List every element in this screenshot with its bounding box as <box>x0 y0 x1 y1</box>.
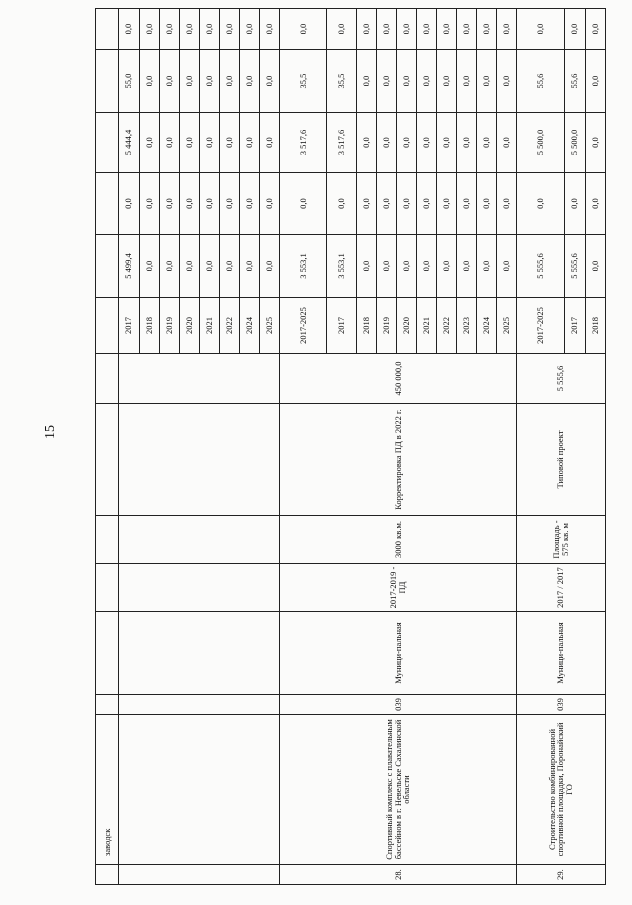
value-cell: 0,0 <box>437 9 457 50</box>
value-cell: 0,0 <box>199 235 219 298</box>
rotated-table-wrapper <box>95 9 600 885</box>
value-cell: 0,0 <box>199 173 219 235</box>
value-cell: 0,0 <box>179 113 199 173</box>
empty-cell <box>119 865 280 885</box>
value-cell: 0,0 <box>477 113 497 173</box>
value-cell: 3 553,1 <box>327 235 357 298</box>
value-cell: 0,0 <box>497 235 517 298</box>
year-cell: 2018 <box>139 298 159 354</box>
year-cell: 2021 <box>199 298 219 354</box>
value-cell: 0,0 <box>357 235 377 298</box>
value-cell: 0,0 <box>457 235 477 298</box>
year-cell: 2024 <box>477 298 497 354</box>
value-cell: 0,0 <box>159 9 179 50</box>
value-cell: 0,0 <box>239 113 259 173</box>
notes: Типовой проект <box>517 404 605 516</box>
value-cell: 5 500,0 <box>517 113 565 173</box>
empty-cell <box>119 612 280 695</box>
value-cell: 0,0 <box>377 9 397 50</box>
value-cell: 0,0 <box>457 9 477 50</box>
value-cell: 0,0 <box>219 113 239 173</box>
value-cell: 0,0 <box>259 235 279 298</box>
value-cell: 0,0 <box>139 9 159 50</box>
value-cell: 0,0 <box>179 173 199 235</box>
value-cell: 0,0 <box>437 50 457 113</box>
year-cell: 2017-2025 <box>517 298 565 354</box>
estimated-cost: 5 555,6 <box>517 354 605 404</box>
year-cell: 2025 <box>497 298 517 354</box>
value-cell: 0,0 <box>477 50 497 113</box>
value-cell: 0,0 <box>585 50 605 113</box>
value-cell: 0,0 <box>497 173 517 235</box>
value-cell: 0,0 <box>397 173 417 235</box>
top-header-row <box>96 9 119 885</box>
year-cell: 2017 <box>119 298 140 354</box>
value-cell: 0,0 <box>564 9 585 50</box>
value-cell: 0,0 <box>457 113 477 173</box>
value-cell: 0,0 <box>357 9 377 50</box>
value-cell: 35,5 <box>327 50 357 113</box>
value-cell: 0,0 <box>199 9 219 50</box>
name-fragment: заводск <box>96 715 119 865</box>
value-cell: 0,0 <box>219 235 239 298</box>
year-cell: 2022 <box>219 298 239 354</box>
value-cell: 5 555,6 <box>564 235 585 298</box>
value-cell: 0,0 <box>239 235 259 298</box>
object-name: Строительство комбинированной спортивной площадки, Поронайский ГО <box>517 715 605 865</box>
value-cell: 0,0 <box>239 9 259 50</box>
value-cell: 0,0 <box>437 173 457 235</box>
page-number: 15 <box>43 425 58 439</box>
value-cell: 0,0 <box>397 50 417 113</box>
value-cell: 0,0 <box>159 235 179 298</box>
value-cell: 0,0 <box>377 235 397 298</box>
empty-cell <box>119 715 280 865</box>
value-cell: 0,0 <box>279 9 327 50</box>
value-cell: 5 444,4 <box>119 113 140 173</box>
ownership: Муници-пальная <box>517 612 605 695</box>
value-cell: 35,5 <box>279 50 327 113</box>
table-row <box>279 9 327 885</box>
value-cell: 0,0 <box>259 173 279 235</box>
value-cell: 0,0 <box>417 173 437 235</box>
value-cell: 0,0 <box>259 113 279 173</box>
value-cell: 0,0 <box>199 50 219 113</box>
year-cell: 2020 <box>179 298 199 354</box>
value-cell: 5 500,0 <box>564 113 585 173</box>
value-cell: 0,0 <box>417 50 437 113</box>
empty-cell <box>119 354 280 404</box>
empty-cell <box>119 516 280 564</box>
estimated-cost: 450 000,0 <box>279 354 516 404</box>
year-cell: 2018 <box>357 298 377 354</box>
value-cell: 5 555,6 <box>517 235 565 298</box>
empty-cell <box>119 564 280 612</box>
empty-cell <box>119 404 280 516</box>
value-cell: 0,0 <box>139 113 159 173</box>
value-cell: 0,0 <box>585 235 605 298</box>
value-cell: 0,0 <box>457 173 477 235</box>
value-cell: 0,0 <box>417 235 437 298</box>
object-number: 29. <box>517 865 605 885</box>
empty-cell <box>119 695 280 715</box>
value-cell: 0,0 <box>219 50 239 113</box>
ownership: Муници-пальная <box>279 612 516 695</box>
value-cell: 55,6 <box>517 50 565 113</box>
year-cell: 2020 <box>397 298 417 354</box>
value-cell: 0,0 <box>327 173 357 235</box>
year-cell: 2017 <box>327 298 357 354</box>
value-cell: 0,0 <box>417 113 437 173</box>
year-cell: 2017 <box>564 298 585 354</box>
value-cell: 0,0 <box>517 173 565 235</box>
value-cell: 0,0 <box>517 9 565 50</box>
value-cell: 0,0 <box>585 9 605 50</box>
value-cell: 0,0 <box>357 113 377 173</box>
value-cell: 0,0 <box>139 235 159 298</box>
value-cell: 0,0 <box>279 173 327 235</box>
value-cell: 0,0 <box>377 173 397 235</box>
year-cell: 2024 <box>239 298 259 354</box>
capacity: Площадь - 575 кв. м <box>517 516 605 564</box>
value-cell: 0,0 <box>397 113 417 173</box>
value-cell: 3 517,6 <box>279 113 327 173</box>
value-cell: 0,0 <box>397 235 417 298</box>
year-cell: 2017-2025 <box>279 298 327 354</box>
object-number: 28. <box>279 865 516 885</box>
value-cell: 0,0 <box>377 113 397 173</box>
value-cell: 0,0 <box>159 173 179 235</box>
value-cell: 0,0 <box>377 50 397 113</box>
year-cell: 2018 <box>585 298 605 354</box>
value-cell: 3 553,1 <box>279 235 327 298</box>
value-cell: 0,0 <box>139 173 159 235</box>
period: 2017-2019 - ПД <box>279 564 516 612</box>
year-cell: 2022 <box>437 298 457 354</box>
year-cell: 2025 <box>259 298 279 354</box>
year-cell: 2023 <box>457 298 477 354</box>
period: 2017 / 2017 <box>517 564 605 612</box>
value-cell: 0,0 <box>199 113 219 173</box>
value-cell: 55,6 <box>564 50 585 113</box>
year-cell: 2021 <box>417 298 437 354</box>
value-cell: 55,0 <box>119 50 140 113</box>
object-code: 039 <box>517 695 605 715</box>
value-cell: 0,0 <box>437 235 457 298</box>
value-cell: 0,0 <box>259 50 279 113</box>
value-cell: 0,0 <box>119 173 140 235</box>
year-cell: 2019 <box>159 298 179 354</box>
investment-objects-table <box>95 8 606 885</box>
value-cell: 0,0 <box>219 9 239 50</box>
value-cell: 0,0 <box>159 113 179 173</box>
value-cell: 0,0 <box>497 113 517 173</box>
value-cell: 0,0 <box>119 9 140 50</box>
value-cell: 0,0 <box>477 9 497 50</box>
value-cell: 0,0 <box>497 50 517 113</box>
value-cell: 0,0 <box>327 9 357 50</box>
value-cell: 0,0 <box>239 50 259 113</box>
table-row <box>517 9 565 885</box>
year-cell: 2019 <box>377 298 397 354</box>
value-cell: 0,0 <box>159 50 179 113</box>
value-cell: 0,0 <box>477 235 497 298</box>
object-name: Спортивный комплекс с плавательным бассейном в г. Невельске Сахалинской области <box>279 715 516 865</box>
value-cell: 0,0 <box>179 235 199 298</box>
value-cell: 0,0 <box>585 173 605 235</box>
table-row <box>119 9 140 885</box>
value-cell: 0,0 <box>585 113 605 173</box>
value-cell: 0,0 <box>259 9 279 50</box>
value-cell: 3 517,6 <box>327 113 357 173</box>
value-cell: 5 499,4 <box>119 235 140 298</box>
capacity: 3000 кв.м. <box>279 516 516 564</box>
value-cell: 0,0 <box>457 50 477 113</box>
value-cell: 0,0 <box>219 173 239 235</box>
value-cell: 0,0 <box>357 50 377 113</box>
value-cell: 0,0 <box>179 9 199 50</box>
value-cell: 0,0 <box>179 50 199 113</box>
value-cell: 0,0 <box>357 173 377 235</box>
value-cell: 0,0 <box>477 173 497 235</box>
value-cell: 0,0 <box>564 173 585 235</box>
notes: Корректировка ПД в 2022 г. <box>279 404 516 516</box>
value-cell: 0,0 <box>239 173 259 235</box>
value-cell: 0,0 <box>497 9 517 50</box>
object-code: 039 <box>279 695 516 715</box>
value-cell: 0,0 <box>437 113 457 173</box>
value-cell: 0,0 <box>417 9 437 50</box>
value-cell: 0,0 <box>397 9 417 50</box>
table-body <box>96 9 606 885</box>
value-cell: 0,0 <box>139 50 159 113</box>
